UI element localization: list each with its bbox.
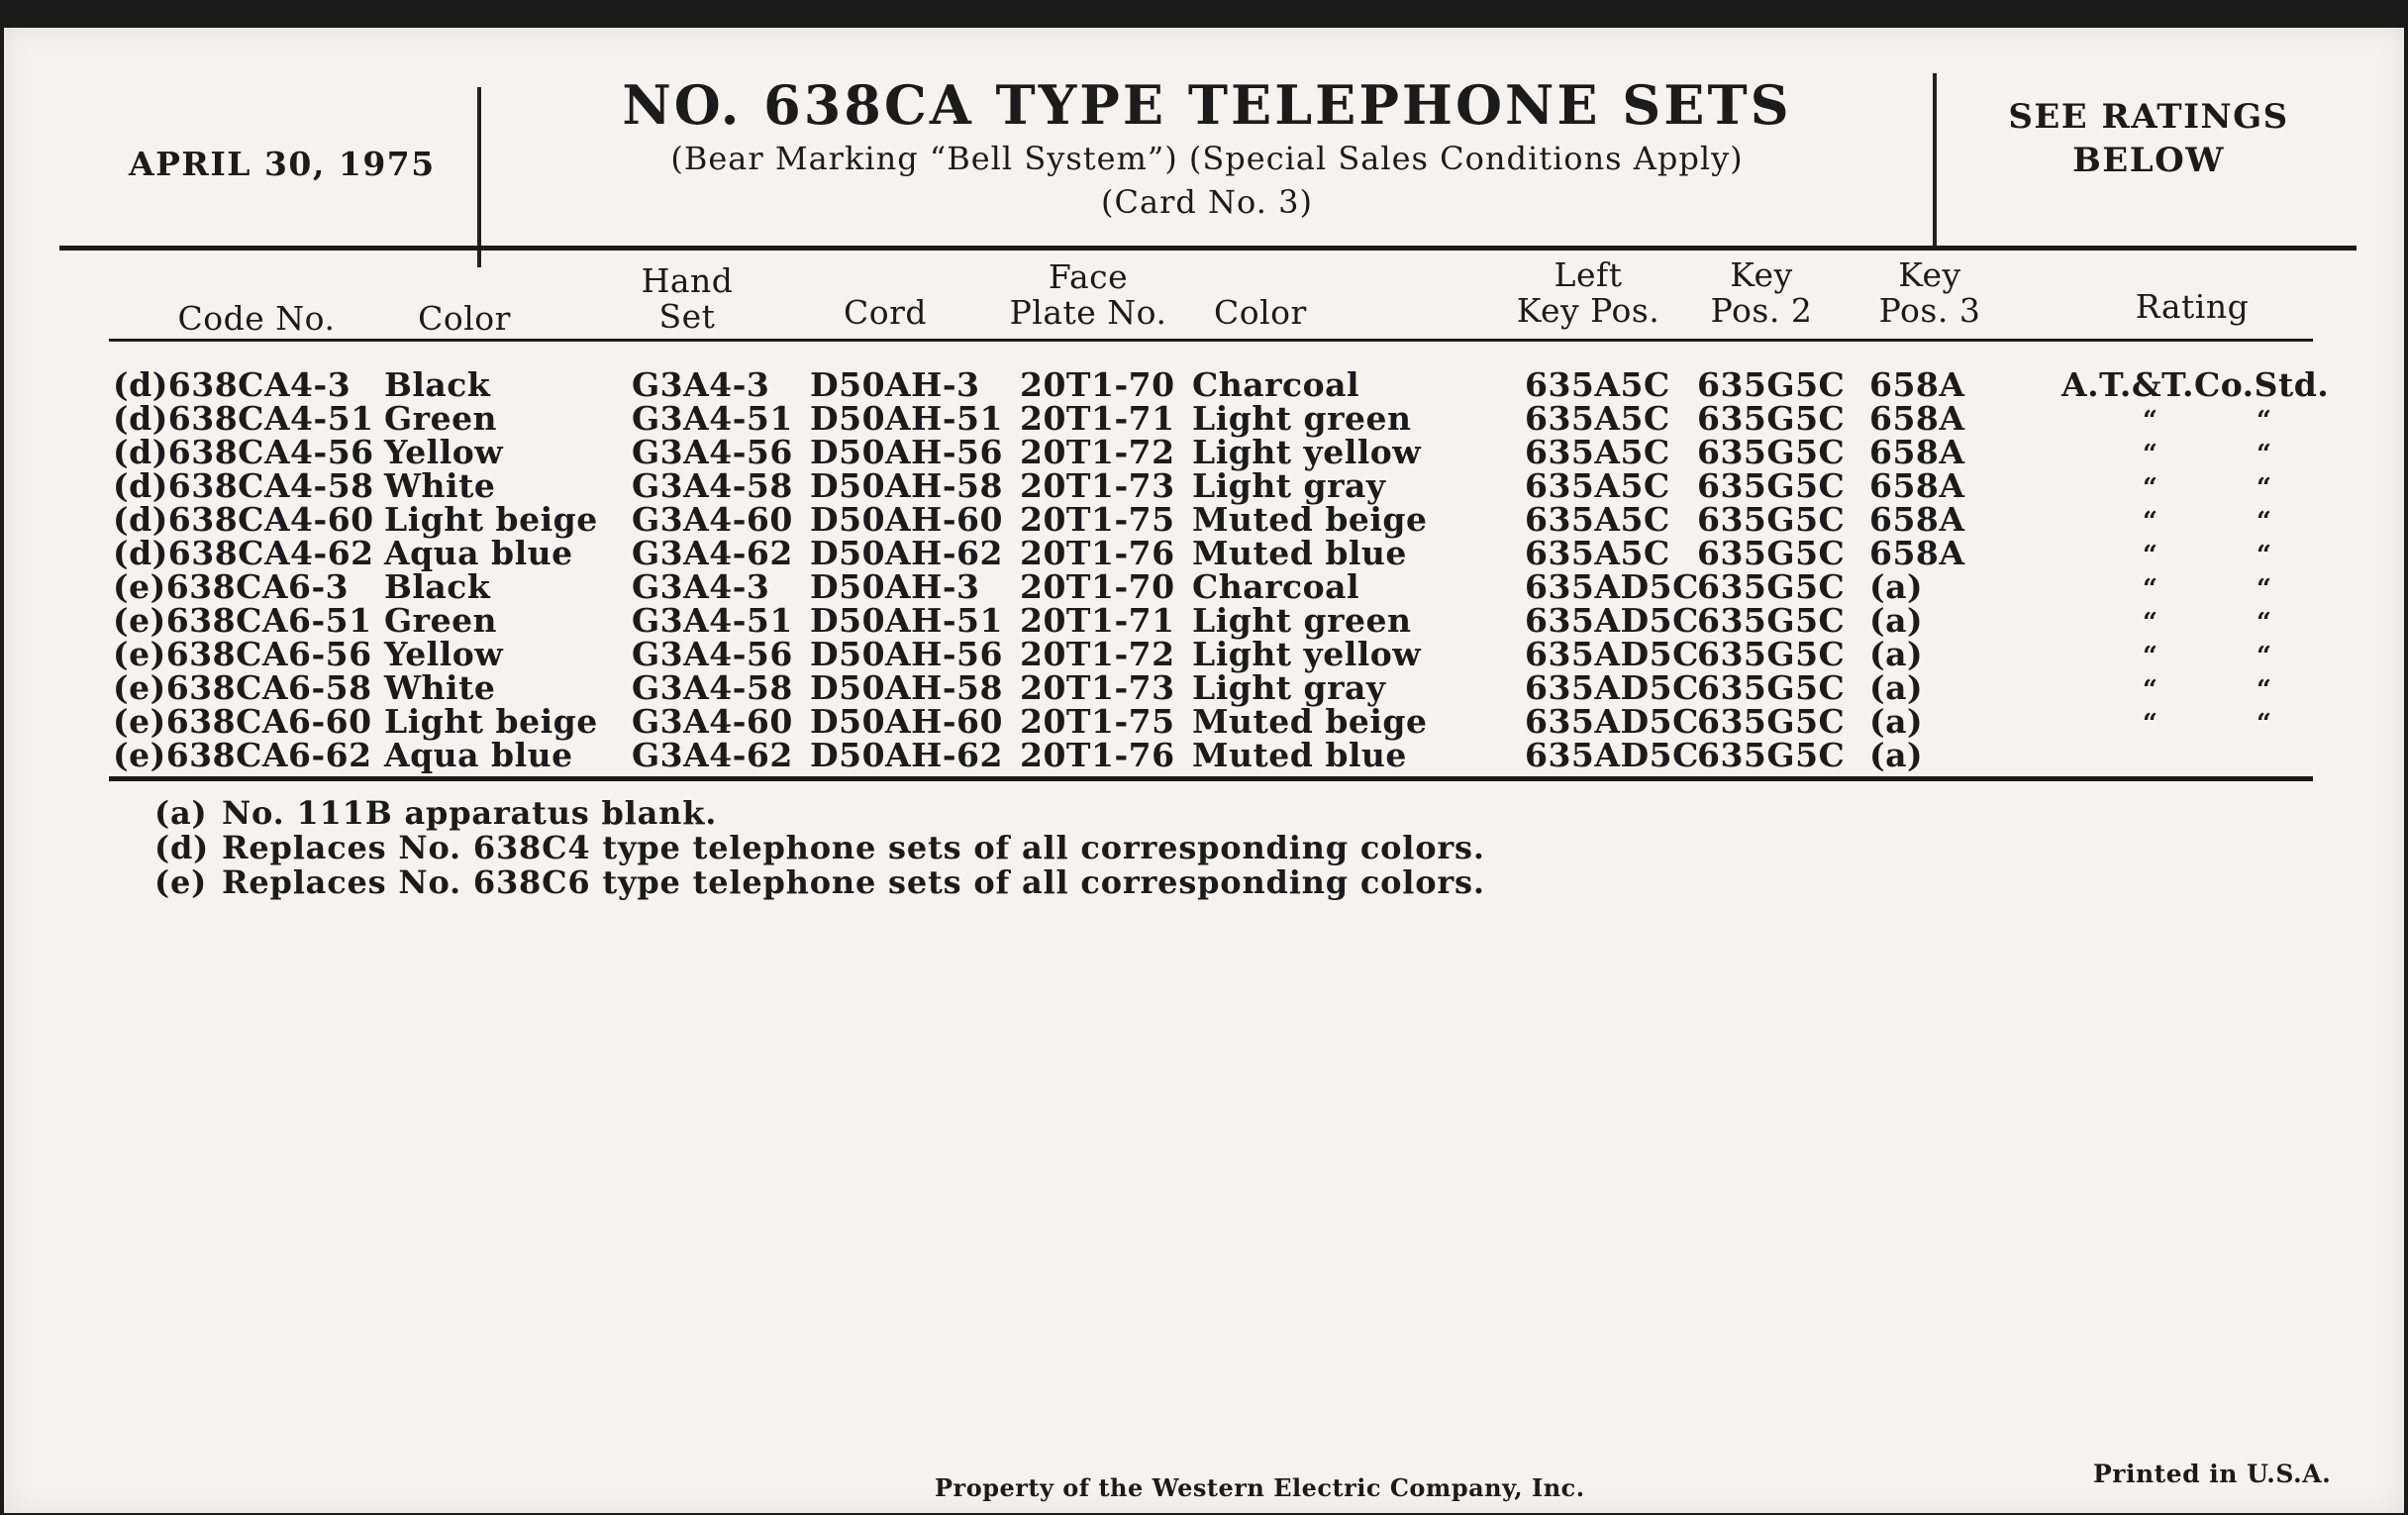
header-rule [59,246,2357,251]
cell-code-no: (d)638CA4-58 [113,466,374,505]
cell-key-pos-3: 658A [1869,365,1965,404]
col-cord: Cord [843,293,928,332]
cell-fp-color: Light green [1192,399,1412,438]
printed-note: Printed in U.S.A. [2093,1460,2332,1488]
cell-key-pos-3: (a) [1869,601,1924,640]
cell-key-pos-2: 635G5C [1697,567,1846,606]
cell-color: Light beige [384,500,598,539]
cell-face-plate: 20T1-73 [1020,668,1175,707]
cell-code-no: (e)638CA6-62 [113,736,372,774]
footnote-text: Replaces No. 638C4 type telephone sets of all corresponding colors. [222,829,1485,866]
table-row [4,736,2404,774]
cell-color: Yellow [384,433,504,471]
cell-code-no: (e)638CA6-51 [113,601,372,640]
cell-face-plate: 20T1-73 [1020,466,1175,505]
cell-hand-set: G3A4-3 [632,365,770,404]
cell-code-no: (d)638CA4-56 [113,433,374,471]
cell-key-pos-3: (a) [1869,736,1924,774]
cell-key-pos-3: (a) [1869,702,1924,741]
cell-left-key: 635A5C [1525,500,1670,539]
cell-key-pos-3: (a) [1869,567,1924,606]
footnote-mark: (e) [154,863,208,901]
cell-code-no: (e)638CA6-56 [113,635,372,673]
header-divider-left [477,87,481,267]
card-date: APRIL 30, 1975 [129,145,436,183]
card-subtitle: (Bear Marking “Bell System”) (Special Sales Conditions Apply) [670,140,1744,177]
cell-key-pos-3: (a) [1869,668,1924,707]
cell-face-plate: 20T1-70 [1020,365,1175,404]
cell-key-pos-2: 635G5C [1697,601,1846,640]
cell-fp-color: Charcoal [1192,567,1360,606]
table-row [4,567,2404,606]
cell-key-pos-2: 635G5C [1697,702,1846,741]
cell-hand-set: G3A4-3 [632,567,770,606]
cell-hand-set: G3A4-56 [632,635,793,673]
col-color: Color [418,299,511,338]
cell-cord: D50AH-60 [810,702,1003,741]
col-key-pos-3: Key Pos. 3 [1878,255,1981,330]
cell-left-key: 635AD5C [1525,635,1699,673]
cell-cord: D50AH-60 [810,500,1003,539]
cell-hand-set: G3A4-62 [632,736,793,774]
cell-key-pos-3: 658A [1869,534,1965,572]
footnotes [154,796,1485,900]
cell-fp-color: Charcoal [1192,365,1360,404]
cell-hand-set: G3A4-58 [632,466,793,505]
cell-rating: “ “ [2143,675,2272,705]
cell-color: Green [384,601,498,640]
cell-cord: D50AH-3 [810,365,980,404]
cell-hand-set: G3A4-58 [632,668,793,707]
cell-left-key: 635AD5C [1525,736,1699,774]
table-row [4,466,2404,505]
cell-key-pos-2: 635G5C [1697,534,1846,572]
cell-fp-color: Muted beige [1192,702,1428,741]
cell-rating: “ “ [2143,574,2272,604]
cell-color: Aqua blue [384,736,573,774]
cell-face-plate: 20T1-72 [1020,433,1175,471]
cell-key-pos-3: 658A [1869,500,1965,539]
catalog-card [4,28,2404,1513]
cell-hand-set: G3A4-60 [632,500,793,539]
table-bottom-rule [109,776,2313,781]
cell-code-no: (e)638CA6-3 [113,567,350,606]
cell-key-pos-2: 635G5C [1697,500,1846,539]
footnote [154,831,1485,865]
cell-fp-color: Light gray [1192,668,1386,707]
cell-color: Light beige [384,702,598,741]
cell-hand-set: G3A4-60 [632,702,793,741]
cell-key-pos-3: 658A [1869,466,1965,505]
cell-cord: D50AH-62 [810,736,1003,774]
cell-left-key: 635A5C [1525,534,1670,572]
footnote [154,865,1485,900]
ratings-line-1: SEE RATINGS [2008,97,2289,137]
cell-cord: D50AH-56 [810,433,1003,471]
cell-color: White [384,466,496,505]
cell-hand-set: G3A4-51 [632,399,793,438]
col-face-plate: Face Plate No. [1009,257,1167,332]
cell-left-key: 635A5C [1525,365,1670,404]
cell-cord: D50AH-62 [810,534,1003,572]
cell-cord: D50AH-51 [810,601,1003,640]
cell-cord: D50AH-51 [810,399,1003,438]
cell-hand-set: G3A4-56 [632,433,793,471]
cell-code-no: (d)638CA4-51 [113,399,374,438]
col-fp-color: Color [1214,293,1307,332]
cell-left-key: 635AD5C [1525,567,1699,606]
cell-key-pos-3: 658A [1869,433,1965,471]
property-note: Property of the Western Electric Company, Inc. [935,1473,1585,1502]
cell-hand-set: G3A4-51 [632,601,793,640]
cell-left-key: 635A5C [1525,433,1670,471]
cell-key-pos-2: 635G5C [1697,399,1846,438]
col-rating: Rating [2135,287,2250,326]
cell-color: Black [384,365,491,404]
footnote-mark: (d) [154,829,210,866]
footnote-text: No. 111B apparatus blank. [222,794,718,832]
column-head-rule [109,339,2313,342]
card-number: (Card No. 3) [1101,183,1313,221]
col-code-no: Code No. [177,299,336,338]
footnote [154,796,1485,831]
cell-code-no: (d)638CA4-60 [113,500,374,539]
cell-fp-color: Light yellow [1192,433,1422,471]
cell-face-plate: 20T1-75 [1020,500,1175,539]
cell-face-plate: 20T1-76 [1020,736,1175,774]
table-row [4,601,2404,640]
table-row [4,433,2404,471]
cell-code-no: (d)638CA4-62 [113,534,374,572]
cell-color: White [384,668,496,707]
table-row [4,365,2404,404]
cell-fp-color: Light green [1192,601,1412,640]
cell-fp-color: Light yellow [1192,635,1422,673]
table-body [4,365,2404,774]
cell-rating: A.T.&T.Co.Std. [2061,365,2330,404]
cell-rating: “ “ [2143,406,2272,436]
cell-cord: D50AH-3 [810,567,980,606]
footnote-text: Replaces No. 638C6 type telephone sets of all corresponding colors. [222,863,1485,901]
cell-code-no: (e)638CA6-58 [113,668,372,707]
cell-key-pos-3: 658A [1869,399,1965,438]
cell-face-plate: 20T1-76 [1020,534,1175,572]
cell-code-no: (d)638CA4-3 [113,365,351,404]
cell-left-key: 635AD5C [1525,601,1699,640]
table-row [4,635,2404,673]
cell-face-plate: 20T1-71 [1020,399,1175,438]
cell-hand-set: G3A4-62 [632,534,793,572]
cell-rating: “ “ [2143,642,2272,671]
cell-left-key: 635A5C [1525,399,1670,438]
cell-cord: D50AH-58 [810,466,1003,505]
cell-fp-color: Muted beige [1192,500,1428,539]
cell-key-pos-3: (a) [1869,635,1924,673]
cell-key-pos-2: 635G5C [1697,466,1846,505]
table-row [4,500,2404,539]
cell-cord: D50AH-56 [810,635,1003,673]
cell-fp-color: Muted blue [1192,736,1407,774]
cell-rating: “ “ [2143,507,2272,537]
col-key-pos-2: Key Pos. 2 [1710,255,1813,330]
footnote-mark: (a) [154,794,208,832]
cell-key-pos-2: 635G5C [1697,433,1846,471]
table-row [4,668,2404,707]
cell-color: Yellow [384,635,504,673]
cell-color: Green [384,399,498,438]
cell-rating: “ “ [2143,440,2272,469]
cell-left-key: 635AD5C [1525,668,1699,707]
cell-key-pos-2: 635G5C [1697,668,1846,707]
col-hand-set: Hand Set [641,261,734,336]
cell-rating: “ “ [2143,473,2272,503]
header-divider-right [1933,73,1937,250]
cell-cord: D50AH-58 [810,668,1003,707]
table-row [4,702,2404,741]
cell-rating: “ “ [2143,541,2272,570]
cell-key-pos-2: 635G5C [1697,365,1846,404]
ratings-note [1941,95,2357,182]
cell-face-plate: 20T1-70 [1020,567,1175,606]
cell-color: Aqua blue [384,534,573,572]
cell-rating: “ “ [2143,709,2272,739]
cell-key-pos-2: 635G5C [1697,736,1846,774]
cell-face-plate: 20T1-71 [1020,601,1175,640]
cell-rating: “ “ [2143,608,2272,638]
table-row [4,534,2404,572]
cell-color: Black [384,567,491,606]
cell-face-plate: 20T1-75 [1020,702,1175,741]
cell-fp-color: Light gray [1192,466,1386,505]
table-row [4,399,2404,438]
cell-left-key: 635A5C [1525,466,1670,505]
card-title: NO. 638CA TYPE TELEPHONE SETS [622,73,1792,137]
cell-left-key: 635AD5C [1525,702,1699,741]
cell-face-plate: 20T1-72 [1020,635,1175,673]
col-left-key: Left Key Pos. [1516,255,1660,330]
cell-fp-color: Muted blue [1192,534,1407,572]
header-center [489,73,1925,224]
cell-key-pos-2: 635G5C [1697,635,1846,673]
cell-code-no: (e)638CA6-60 [113,702,372,741]
ratings-line-2: BELOW [2072,141,2225,180]
